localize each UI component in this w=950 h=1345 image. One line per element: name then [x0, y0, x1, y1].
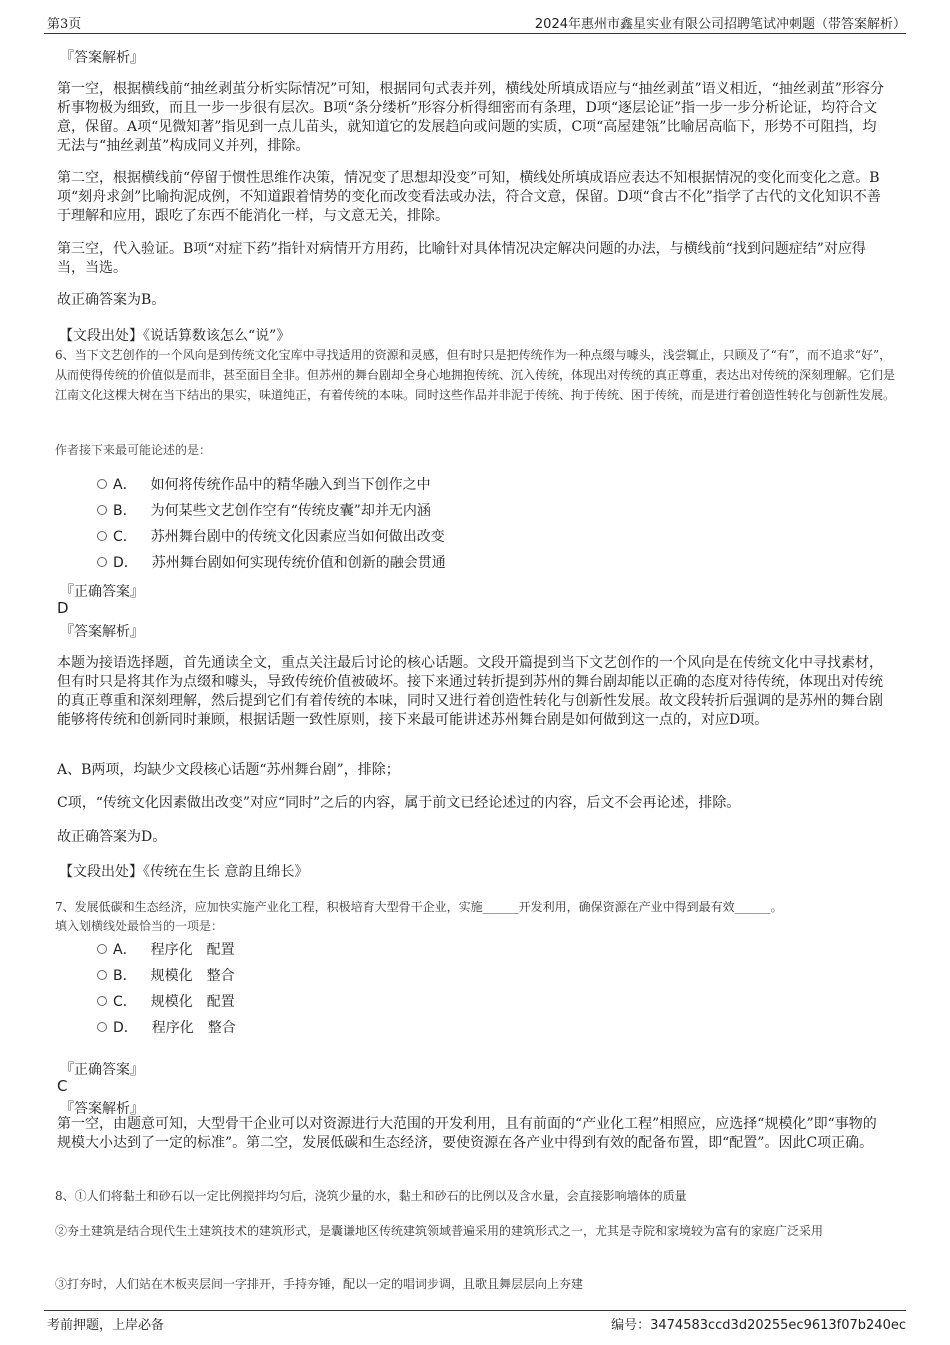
q6-analysis-label: 『答案解析』 [60, 624, 144, 640]
footer-slogan: 考前押题，上岸必备 [47, 1318, 165, 1333]
q6-option-d[interactable]: D． 苏州舞台剧如何实现传统价值和创新的融会贯通 [97, 552, 446, 572]
q5-analysis-p1: 第一空，根据横线前“抽丝剥茧分析实际情况”可知，根据同句式表并列，横线处所填成语应与“抽丝剥茧”语义相近，“抽丝剥茧”形容分析事物极为细致，而且一步一步很有层次。B项“条分缕析”形容分析得细密而有条理，D项“逐层论证”指一步一步分析论证，均符合文意，保留。A项“见微知著”指见到一点儿苗头，就知道它的发展趋向或问题的实质，C项“高屋建瓴”比喻居高临下，形势不可阻挡，均无法与“抽丝剥茧”构成同义并列，排除。 [57, 81, 884, 154]
radio-icon[interactable] [97, 557, 107, 567]
q7-option-b[interactable]: B． 规模化 整合 [97, 965, 235, 985]
q6-source: 【文段出处】《传统在生长 意韵且绵长》 [59, 864, 309, 880]
radio-icon[interactable] [97, 1022, 107, 1032]
q6-answer-label: 『正确答案』 [60, 584, 144, 600]
page-number: 第3页 [47, 17, 82, 32]
q6-analysis-c: C项，“传统文化因素做出改变”对应“同时”之后的内容，属于前文已经论述过的内容，后文不会再论述，排除。 [57, 795, 741, 811]
q5-conclusion: 故正确答案为B。 [57, 292, 166, 308]
q6-option-b[interactable]: B． 为何某些文艺创作空有“传统皮囊”却并无内涵 [97, 500, 431, 520]
radio-icon[interactable] [97, 996, 107, 1006]
q6-option-a[interactable]: A． 如何将传统作品中的精华融入到当下创作之中 [97, 474, 431, 494]
radio-icon[interactable] [97, 970, 107, 980]
q7-stem: 7、发展低碳和生态经济，应加快实施产业化工程，积极培育大型骨干企业，实施______开发利用，确保资源在产业中得到最有效______。 [55, 900, 783, 914]
q7-prompt: 填入划横线处最恰当的一项是： [55, 919, 224, 933]
q6-analysis: 本题为接语选择题，首先通读全文，重点关注最后讨论的核心话题。文段开篇提到当下文艺创作的一个风向是在传统文化中寻找素材，但有时只是将其作为点缀和噱头，导致传统价值被破坏。接下来通过转折提到苏州的舞台剧却能以正确的态度对待传统，体现出对传统的真正尊重和深刻理解，然后提到它们有着传统的本味，同时又进行着创造性转化与创新性发展。故文段转折后强调的是苏州的舞台剧能够将传统和创新同时兼顾，根据话题一致性原则，接下来最可能讲述苏州舞台剧是如何做到这一点的，对应D项。 [57, 655, 883, 728]
q7-analysis: 第一空，由题意可知，大型骨干企业可以对资源进行大范围的开发利用，且有前面的“产业化工程”相照应，应选择“规模化”即“事物的规模大小达到了一定的标准”。第二空，发展低碳和生态经济，要使资源在各产业中得到有效的配备布置，即“配置”。因此C项正确。 [57, 1116, 877, 1151]
q6-answer: D [57, 599, 69, 617]
header-divider [44, 33, 906, 34]
q8-statement-3: ③打夯时，人们站在木板夹层间一字排开，手持夯锤，配以一定的唱词步调，且歌且舞层层向上夯建 [55, 1277, 584, 1291]
q7-option-c[interactable]: C． 规模化 配置 [97, 991, 235, 1011]
q6-option-c[interactable]: C． 苏州舞台剧中的传统文化因素应当如何做出改变 [97, 526, 445, 546]
radio-icon[interactable] [97, 531, 107, 541]
q6-conclusion: 故正确答案为D。 [57, 829, 167, 845]
q7-answer-label: 『正确答案』 [60, 1062, 144, 1078]
q7-analysis-label: 『答案解析』 [60, 1101, 144, 1117]
document-title: 2024年惠州市鑫星实业有限公司招聘笔试冲刺题（带答案解析） [534, 17, 906, 32]
q7-answer: C [57, 1077, 68, 1095]
q8-statement-2: ②夯土建筑是结合现代生土建筑技术的建筑形式，是囊谦地区传统建筑领域普遍采用的建筑形式之一，尤其是寺院和家境较为富有的家庭广泛采用 [55, 1224, 824, 1238]
document-id: 编号：3474583ccd3d20255ec9613f07b240ec [611, 1318, 906, 1333]
footer-divider [44, 1310, 906, 1311]
q6-analysis-ab: A、B两项，均缺少文段核心话题“苏州舞台剧”，排除； [57, 762, 400, 778]
q5-analysis-p2: 第二空，根据横线前“停留于惯性思维作决策，情况变了思想却没变”可知，横线处所填成语应表达不知根据情况的变化而变化之意。B项“刻舟求剑”比喻拘泥成例，不知道跟着情势的变化而改变看法或办法，符合文意，保留。D项“食古不化”指学了古代的文化知识不善于理解和应用，跟吃了东西不能消化一样，与文意无关，排除。 [57, 170, 881, 224]
q5-analysis-label: 『答案解析』 [60, 50, 144, 66]
q7-option-d[interactable]: D． 程序化 整合 [97, 1017, 236, 1037]
q8-statement-1: 8、①人们将黏土和砂石以一定比例搅拌均匀后，浇筑少量的水，黏土和砂石的比例以及含水量，会直接影响墙体的质量 [55, 1189, 687, 1203]
q6-stem: 6、当下文艺创作的一个风向是到传统文化宝库中寻找适用的资源和灵感，但有时只是把传统作为一种点缀与噱头，浅尝辄止，只顾及了“有”，而不追求“好”，从而使得传统的价值似是而非，甚至面目全非。但苏州的舞台剧却全身心地拥抱传统、沉入传统，体现出对传统的真正尊重，表达出对传统的深刻理解。它们是江南文化这棵大树在当下结出的果实，味道纯正，有着传统的本味。同时这些作品并非泥于传统、拘于传统、困于传统，而是进行着创造性转化与创新性发展。 [55, 348, 896, 402]
radio-icon[interactable] [97, 479, 107, 489]
radio-icon[interactable] [97, 944, 107, 954]
q5-source: 【文段出处】《说话算数该怎么“说”》 [59, 328, 291, 344]
radio-icon[interactable] [97, 505, 107, 515]
q5-analysis-p3: 第三空，代入验证。B项“对症下药”指针对病情开方用药，比喻针对具体情况决定解决问题的办法，与横线前“找到问题症结”对应得当，当选。 [57, 241, 866, 276]
q7-option-a[interactable]: A． 程序化 配置 [97, 939, 235, 959]
q6-prompt: 作者接下来最可能论述的是： [55, 443, 212, 457]
